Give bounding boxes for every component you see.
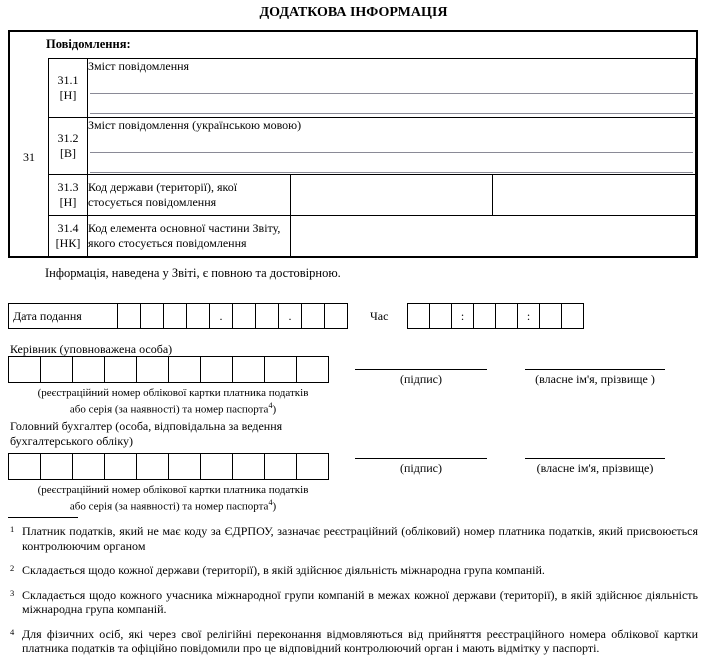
footnote-ref: 4 — [268, 400, 273, 410]
footnote-marker: 2 — [10, 563, 15, 573]
taxpayer-id-cell[interactable] — [41, 454, 73, 480]
row-code-cell — [49, 118, 88, 175]
time-digit-cell[interactable] — [474, 304, 496, 329]
head-id-caption: (реєстраційний номер облікової картки платника податків або серія (за наявності) та номер паспорта$^4$) — [37, 387, 309, 416]
taxpayer-id-cell[interactable] — [73, 357, 105, 383]
row-label: Код держави (території), якої стосується повідомлення — [88, 180, 238, 209]
footnote-marker: 3 — [10, 587, 15, 598]
footnote-marker: 1 — [10, 524, 15, 534]
taxpayer-id-cell[interactable] — [137, 357, 169, 383]
taxpayer-id-cell[interactable] — [9, 357, 41, 383]
table-row — [49, 216, 696, 257]
notifications-header: Повідомлення: — [46, 37, 131, 51]
date-digit-cell[interactable] — [302, 304, 325, 329]
country-code-input-cell[interactable] — [493, 175, 696, 216]
footnote-separator — [8, 517, 78, 518]
taxpayer-id-cell[interactable] — [41, 357, 73, 383]
country-code-input-cell[interactable] — [290, 175, 493, 216]
date-digit-cell[interactable] — [118, 304, 141, 329]
row-code-cell — [49, 216, 88, 257]
taxpayer-id-cell[interactable] — [9, 454, 41, 480]
taxpayer-id-cell[interactable] — [233, 454, 265, 480]
write-in-line[interactable] — [90, 74, 693, 94]
time-separator-cell: : — [518, 304, 540, 329]
taxpayer-id-cell[interactable] — [105, 454, 137, 480]
taxpayer-id-cell[interactable] — [73, 454, 105, 480]
head-signature-line[interactable] — [355, 369, 487, 370]
row-code: [Н] — [59, 195, 77, 209]
row-number: 31.2 — [57, 131, 79, 145]
submission-time-grid — [407, 303, 584, 329]
taxpayer-id-cell[interactable] — [265, 357, 297, 383]
row-description-cell — [88, 216, 291, 257]
time-digit-cell[interactable] — [562, 304, 584, 329]
footnote — [8, 524, 698, 553]
row-number: 31.1 — [57, 73, 79, 87]
row-description-cell — [88, 59, 696, 118]
footnote-text: Для фізичних осіб, які через свої релігійні переконання відмовляються від прийняття реєстраційного номера облікової картки платника податків та офіційно повідомили про це відповідний контролюючий орган і мають відмітку у паспорті. — [22, 626, 698, 655]
table-row — [49, 59, 696, 118]
row-description-cell — [88, 118, 696, 175]
submission-time-label: Час — [370, 309, 389, 323]
date-digit-cell[interactable] — [325, 304, 348, 329]
row-label: Зміст повідомлення (українською мовою) — [88, 118, 302, 132]
taxpayer-id-cell[interactable] — [137, 454, 169, 480]
footnotes-section — [8, 517, 698, 658]
row-code: [Н] — [59, 88, 77, 102]
taxpayer-id-cell[interactable] — [105, 357, 137, 383]
taxpayer-id-cell[interactable] — [297, 454, 329, 480]
footnote-ref: 4 — [268, 497, 273, 507]
accountant-name-line[interactable] — [525, 458, 665, 459]
row-code: [НК] — [55, 236, 81, 250]
notifications-table — [48, 58, 696, 256]
taxpayer-id-cell[interactable] — [201, 454, 233, 480]
taxpayer-id-cell[interactable] — [169, 357, 201, 383]
footnote — [8, 563, 698, 578]
head-signature-caption: (підпис) — [399, 372, 443, 386]
accountant-signature-caption: (підпис) — [399, 461, 443, 475]
footnote — [8, 627, 698, 656]
time-digit-cell[interactable] — [496, 304, 518, 329]
head-name-line[interactable] — [525, 369, 665, 370]
date-digit-cell[interactable] — [256, 304, 279, 329]
date-digit-cell[interactable] — [164, 304, 187, 329]
table-row — [49, 118, 696, 175]
accountant-taxpayer-id-grid — [8, 453, 329, 480]
footnote-text: Платник податків, який не має коду за ЄДРПОУ, зазначає реєстраційний (обліковий) номер платника податків, який присвоюється контролюючим органом — [22, 524, 698, 553]
footnote-text: Складається щодо кожного учасника міжнародної групи компаній в межах кожної держави (території), в якій здійснює діяльність міжнародна група компаній. — [22, 587, 698, 616]
taxpayer-id-cell[interactable] — [297, 357, 329, 383]
date-digit-cell[interactable] — [233, 304, 256, 329]
row-label: Код елемента основної частини Звіту, якого стосується повідомлення — [88, 221, 281, 250]
write-in-line[interactable] — [90, 153, 693, 173]
accountant-name-caption: (власне ім'я, прізвище) — [536, 461, 654, 475]
date-digit-cell[interactable] — [187, 304, 210, 329]
footnote-marker: 4 — [10, 626, 15, 637]
head-name-caption: (власне ім'я, прізвище ) — [535, 372, 655, 386]
truthfulness-statement: Інформація, наведена у Звіті, є повною та достовірною. — [45, 266, 341, 280]
submission-date-label: Дата подання — [9, 304, 118, 329]
write-in-line[interactable] — [90, 133, 693, 153]
taxpayer-id-cell[interactable] — [201, 357, 233, 383]
accountant-role-label: Головний бухгалтер (особа, відповідальна за ведення бухгалтерського обліку) — [10, 419, 283, 448]
taxpayer-id-cell[interactable] — [265, 454, 297, 480]
head-taxpayer-id-grid — [8, 356, 329, 383]
time-digit-cell[interactable] — [540, 304, 562, 329]
footnote-text: Складається щодо кожної держави (території), в якій здійснює діяльність міжнародна група компаній. — [22, 563, 545, 577]
row-description-cell — [88, 175, 291, 216]
row-number: 31.4 — [57, 221, 79, 235]
row-code-cell — [49, 59, 88, 118]
head-role-label: Керівник (уповноважена особа) — [10, 342, 173, 356]
footnote — [8, 588, 698, 617]
taxpayer-id-cell[interactable] — [169, 454, 201, 480]
accountant-signature-line[interactable] — [355, 458, 487, 459]
table-row — [49, 175, 696, 216]
date-separator-cell: . — [279, 304, 302, 329]
time-separator-cell: : — [452, 304, 474, 329]
write-in-line[interactable] — [90, 94, 693, 114]
taxpayer-id-cell[interactable] — [233, 357, 265, 383]
row-code: [В] — [60, 146, 76, 160]
page-title: ДОДАТКОВА ІНФОРМАЦІЯ — [259, 5, 448, 20]
time-digit-cell[interactable] — [408, 304, 430, 329]
date-digit-cell[interactable] — [141, 304, 164, 329]
notifications-section — [8, 30, 698, 258]
element-code-input-cell[interactable] — [290, 216, 695, 257]
row-label: Зміст повідомлення — [88, 59, 190, 73]
submission-date-grid — [8, 303, 348, 329]
accountant-id-caption: (реєстраційний номер облікової картки платника податків або серія (за наявності) та номер паспорта$^4$) — [37, 484, 309, 513]
time-digit-cell[interactable] — [430, 304, 452, 329]
date-separator-cell: . — [210, 304, 233, 329]
row-group-number: 31 — [23, 149, 35, 164]
row-code-cell — [49, 175, 88, 216]
row-number: 31.3 — [57, 180, 79, 194]
